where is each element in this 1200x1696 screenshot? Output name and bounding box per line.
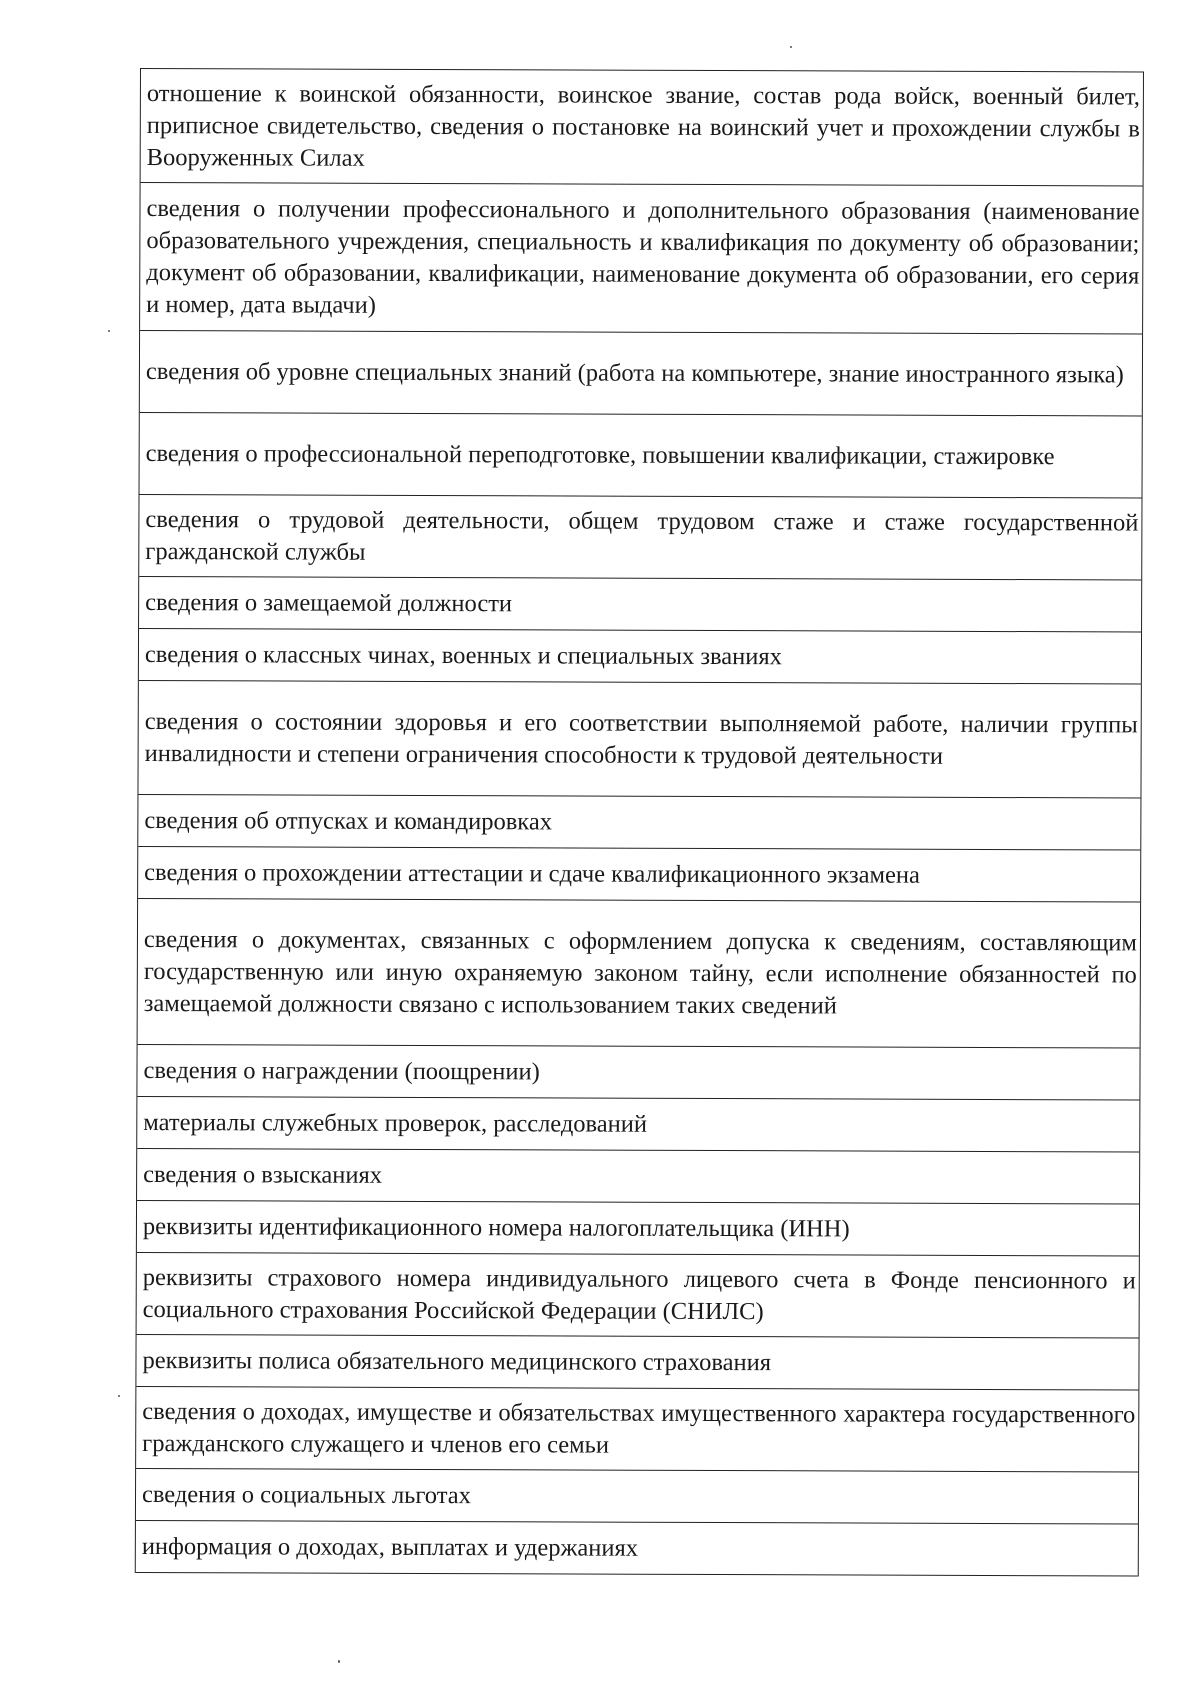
- table-row: [141, 69, 1143, 186]
- row-text: сведения о состоянии здоровья и его соответствии выполняемой работе, наличии группы инвалидности и степени ограничения способности к трудовой деятельности: [144, 707, 1138, 770]
- table-row: [140, 183, 1143, 334]
- table-row: [136, 1469, 1138, 1524]
- table-row: [137, 1201, 1139, 1256]
- table-row: [140, 413, 1142, 498]
- table-row: [138, 795, 1140, 850]
- table-row: [137, 1149, 1139, 1204]
- scan-speck: [790, 46, 792, 48]
- row-text: информация о доходах, выплатах и удержаниях: [141, 1532, 639, 1562]
- scan-speck: [118, 1395, 120, 1397]
- scan-speck: [338, 1660, 340, 1663]
- row-text: сведения о прохождении аттестации и сдаче квалификационного экзамена: [144, 858, 920, 889]
- table-row: [137, 1045, 1139, 1100]
- scan-speck: [108, 330, 110, 332]
- row-text: сведения о классных чинах, военных и специальных званиях: [144, 640, 782, 670]
- row-text: реквизиты полиса обязательного медицинского страхования: [142, 1346, 772, 1376]
- table-row: [136, 1521, 1138, 1576]
- row-text: сведения о доходах, имуществе и обязательствах имущественного характера государственного гражданского служащего и членов его семьи: [142, 1397, 1136, 1459]
- row-text: реквизиты страхового номера индивидуального лицевого счета в Фонде пенсионного и социального страхования Российской Федерации (СНИЛС): [142, 1263, 1136, 1325]
- row-text: сведения о замещаемой должности: [145, 588, 513, 617]
- table-row: [138, 899, 1141, 1048]
- table-row: [138, 681, 1140, 798]
- row-text: сведения о трудовой деятельности, общем трудовом стаже и стаже государственной гражданской службы: [145, 505, 1139, 566]
- row-text: сведения о социальных льготах: [141, 1480, 471, 1509]
- table-row: [140, 331, 1142, 416]
- table-row: [138, 847, 1140, 902]
- table-row: [136, 1335, 1138, 1390]
- table-row: [139, 495, 1141, 580]
- personal-data-table: [135, 68, 1144, 1576]
- row-text: отношение к воинской обязанности, воинское звание, состав рода войск, военный билет, приписное свидетельство, сведения о постановке на воинский учет и прохождении службы в Вооруженных Силах: [146, 79, 1140, 172]
- row-text: реквизиты идентификационного номера налогоплательщика (ИНН): [142, 1212, 850, 1242]
- row-text: сведения об отпусках и командировках: [144, 806, 553, 835]
- row-text: сведения о взысканиях: [143, 1160, 383, 1189]
- row-text: сведения о документах, связанных с оформлением допуска к сведениям, составляющим государственную или иную охраняемую законом тайну, если исполнение обязанностей по замещаемой должности связано с использованием таких сведений: [143, 925, 1138, 1019]
- row-text: сведения об уровне специальных знаний (работа на компьютере, знание иностранного языка): [145, 357, 1124, 388]
- table-row: [137, 1253, 1139, 1338]
- row-text: сведения о профессиональной переподготовке, повышении квалификации, стажировке: [145, 439, 1055, 470]
- table-row: [139, 629, 1141, 684]
- row-text: сведения о получении профессионального и дополнительного образования (наименование образовательного учреждения, специальность и квалификация по документу об образовании; документ об образовании, квалификации, наименование документа об образовании, его серия и номер, дата выдачи): [146, 194, 1140, 319]
- table-row: [139, 577, 1141, 632]
- table-row: [136, 1387, 1138, 1472]
- table-row: [137, 1097, 1139, 1152]
- row-text: материалы служебных проверок, расследований: [143, 1108, 648, 1138]
- row-text: сведения о награждении (поощрении): [143, 1056, 540, 1085]
